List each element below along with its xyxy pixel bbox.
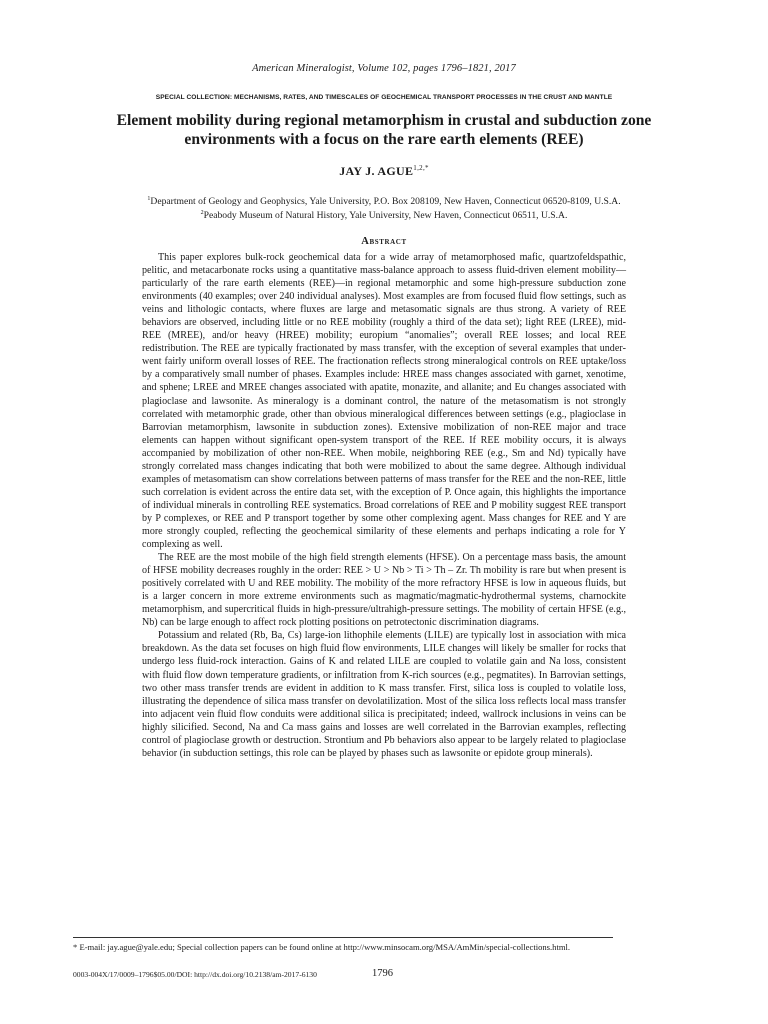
doi-line: 0003-004X/17/0009–1796$05.00/DOI: http://dx.doi.org/10.2138/am-2017-6130 <box>73 970 317 979</box>
abstract-heading: Abstract <box>361 236 407 247</box>
abstract-body <box>142 251 626 760</box>
footnote-divider <box>73 937 613 938</box>
affiliation-1-mark: 1 <box>147 196 151 202</box>
journal-citation: American Mineralogist, Volume 102, pages 1796–1821, 2017 <box>252 63 516 74</box>
abstract-paragraph-2: The REE are the most mobile of the high field strength elements (HFSE). On a percentage mass basis, the amount of HFSE mobility decreases roughly in the order: REE > U > Nb > Ti > Th – Zr. Th mobility is rare but when present is positively correlated with U and REE mobility. The mobility of the more refractory HFSE is low in aqueous fluids, but is a larger concern in more extreme environments such as magmatic/magmatic-hydrothermal systems, charnockite metamorphism, and supercritical fluids in high-pressure/ultrahigh-pressure settings. The mobility of certain HFSE (e.g., Nb) can be large enough to affect rock plotting positions on petrotectonic discrimination diagrams. <box>142 552 626 629</box>
corresponding-author-footnote: * E-mail: jay.ague@yale.edu; Special collection papers can be found online at http://www.minsocam.org/MSA/AmMin/special-collections.html. <box>73 942 571 952</box>
author-line <box>0 164 768 179</box>
abstract-paragraph-1: This paper explores bulk-rock geochemical data for a wide array of metamorphosed mafic, quartzofeldspathic, pelitic, and metacarbonate rocks using a quantitative mass-balance approach to assess fluid-driven element mobility—particularly of the rare earth elements (REE)—in regional metamorphic and some high-pressure subduction zone environments (40 examples; over 240 individual analyses). Most examples are from focused fluid flow settings, such as veins and lithologic contacts, where fluxes are large and metasomatic signals are thus strong. A variety of REE behaviors are observed, including little or no REE mobility (roughly a third of the data set); light REE (LREE), mid-REE (MREE), and/or heavy (HREE) mobility; europium “anomalies”; overall REE losses; and local REE redistribution. The REE are typically fractionated by mass transfer, with the exception of several examples that underwent fairly uniform overall losses of REE. The fractionation reflects strong mineralogical controls on REE uptake/loss by a comparatively small number of phases. Examples include: HREE mass changes associated with garnet, xenotime, and sphene; LREE and MREE changes associated with apatite, monazite, and allanite; and Eu changes associated with plagioclase and lawsonite. As mineralogy is a dominant control, the nature of the metasomatism is not strongly correlated with metamorphic grade, other than obvious mineralogical differences between settings (e.g., plagioclase in Barrovian metamorphism, lawsonite in subduction zones). Extensive mobilization of non-REE major and trace elements can happen without significant open-system transport of the REE. If REE mobility occurs, it is always accompanied by mobilization of other non-REE. When mobile, neighboring REE (e.g., Sm and Nd) typically have strongly correlated mass changes indicating that both were mobilized to about the same degree. Although individual examples of metasomatism can show correlations between patterns of mass transfer for the REE and the non-REE, little such correlation is evident across the entire data set, with the exception of P. Once again, this highlights the importance of individual minerals in controlling REE systematics. Broad correlations of REE and P mobility suggest REE transport by P complexes, or REE and P transport together by some other complexing agent. Mass changes for REE and Y are more strongly coupled, reflecting the geochemical similarity of these elements and perhaps indicating a role for Y complexing as well. <box>142 252 626 551</box>
abstract-paragraph-3: Potassium and related (Rb, Ba, Cs) large-ion lithophile elements (LILE) are typically lost in association with mica breakdown. As the data set focuses on high fluid flow environments, LILE changes will likely be smaller for rocks that undergo less fluid-rock interaction. Gains of K and related LILE are coupled to volatile gain and Na loss, consistent with fluid flow down temperature gradients, or infiltration from K-rich sources (e.g., pegmatites). In Barrovian settings, two other mass transfer trends are evident in addition to K mass transfer. First, silica loss is coupled to volatile loss, illustrating the dependence of silica mass transfer on devolatilization. Most of the silica loss reflects local mass transfer into adjacent vein fluid flow conduits were additional silica is precipitated; indeed, wallrock inclusions in veins can be highly silicified. Second, Na and Ca mass gains and losses are well correlated in the Barrovian examples, reflecting control of plagioclase growth or destruction. Strontium and Pb behaviors also appear to be largely related to plagioclase behavior (in subduction settings, this role can be played by phases such as lawsonite or epidote group minerals). <box>142 630 626 759</box>
author-affiliation-marks: 1,2,* <box>413 164 429 172</box>
author-name: JAY J. AGUE <box>339 164 414 178</box>
affiliation-1-text: Department of Geology and Geophysics, Yale University, P.O. Box 208109, New Haven, Connecticut 06520-8109, U.S.A. <box>150 196 621 208</box>
special-collection-banner: SPECIAL COLLECTION: MECHANISMS, RATES, AND TIMESCALES OF GEOCHEMICAL TRANSPORT PROCESSES IN THE CRUST AND MANTLE <box>155 94 613 101</box>
page-number: 1796 <box>372 968 393 979</box>
article-title: Element mobility during regional metamorphism in crustal and subduction zone environments with a focus on the rare earth elements (REE) <box>116 112 652 148</box>
affiliation-2-mark: 2 <box>200 210 204 216</box>
affiliation-2-text: Peabody Museum of Natural History, Yale University, New Haven, Connecticut 06511, U.S.A. <box>203 210 568 222</box>
affiliation-1 <box>0 196 768 207</box>
affiliation-2 <box>0 210 768 221</box>
